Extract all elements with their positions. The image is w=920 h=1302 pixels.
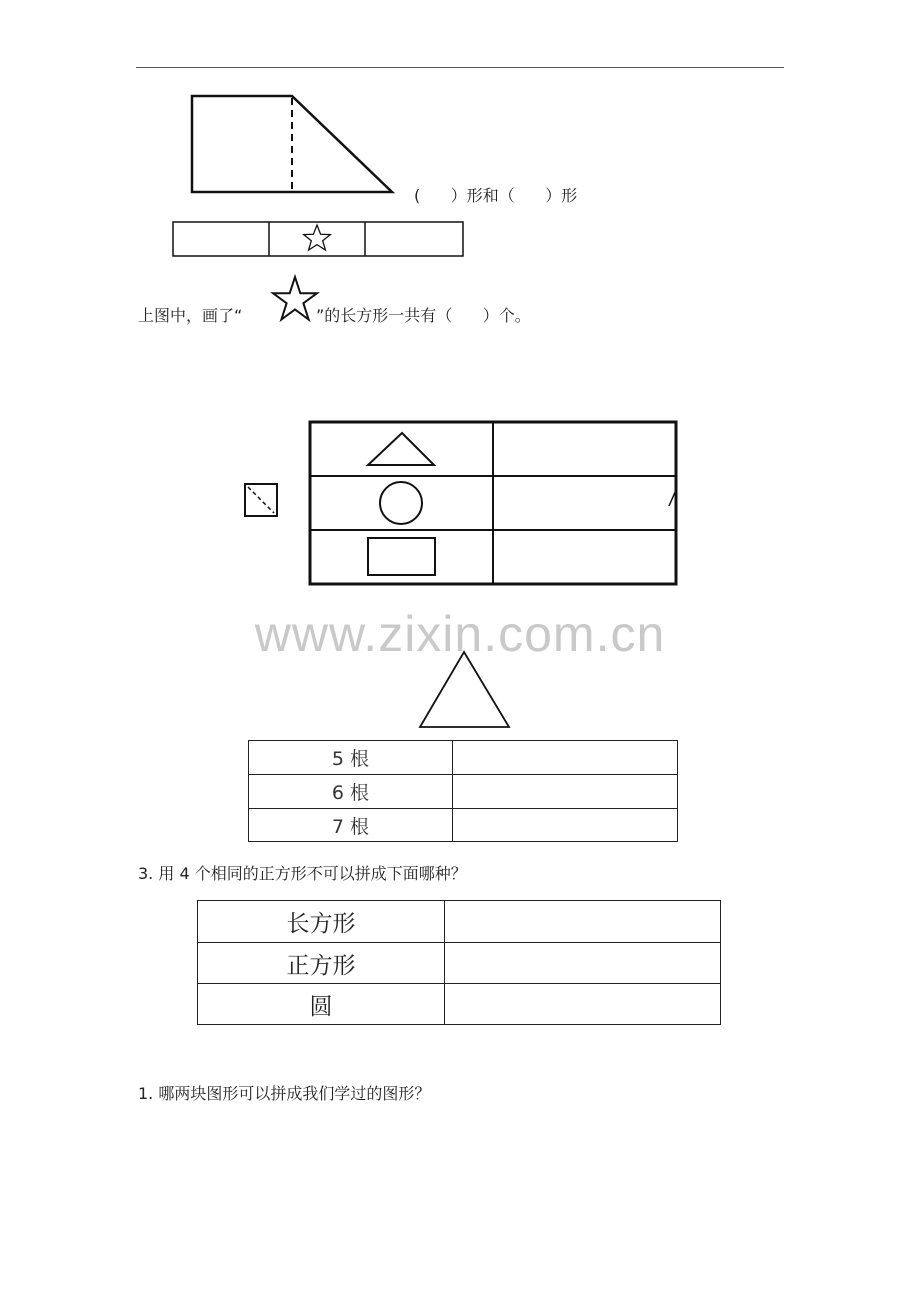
circle-icon (380, 482, 422, 524)
triangle-icon (368, 433, 434, 465)
square-icon (245, 484, 277, 516)
trapezoid-figure (186, 90, 400, 200)
sticks-row-answer[interactable] (453, 741, 678, 775)
q3-table (197, 900, 721, 1025)
top-rule (136, 67, 784, 68)
q3-row-label: 圆 (198, 984, 445, 1025)
q3-title: 3. 用 4 个相同的正方形不可以拼成下面哪种？ (138, 864, 467, 883)
triangle-icon (415, 648, 515, 732)
star-icon (304, 225, 331, 250)
shape-answer-blanks: ( ）形和（ ）形 (414, 186, 578, 205)
q3-row-answer[interactable] (445, 943, 721, 984)
sticks-row-label: 7 根 (249, 809, 453, 842)
sticks-row-answer[interactable] (453, 775, 678, 809)
q3-row-label: 正方形 (198, 943, 445, 984)
watermark: www.zixin.com.cn (254, 606, 666, 662)
sticks-row-label: 6 根 (249, 775, 453, 809)
star-icon (270, 274, 320, 324)
star-question-suffix: ”的长方形一共有（ ）个。 (316, 306, 531, 325)
sticks-row-answer[interactable] (453, 809, 678, 842)
rectangle-icon (368, 538, 435, 575)
star-question-prefix: 上图中，画了“ (138, 306, 243, 325)
q3-row-label: 长方形 (198, 901, 445, 943)
shape-sort-table (240, 410, 690, 590)
rectangle-strip (170, 220, 466, 260)
q1-title: 1. 哪两块图形可以拼成我们学过的图形？ (138, 1084, 431, 1103)
sticks-table (248, 740, 678, 842)
q3-row-answer[interactable] (445, 984, 721, 1025)
q3-row-answer[interactable] (445, 901, 721, 943)
sticks-row-label: 5 根 (249, 741, 453, 775)
